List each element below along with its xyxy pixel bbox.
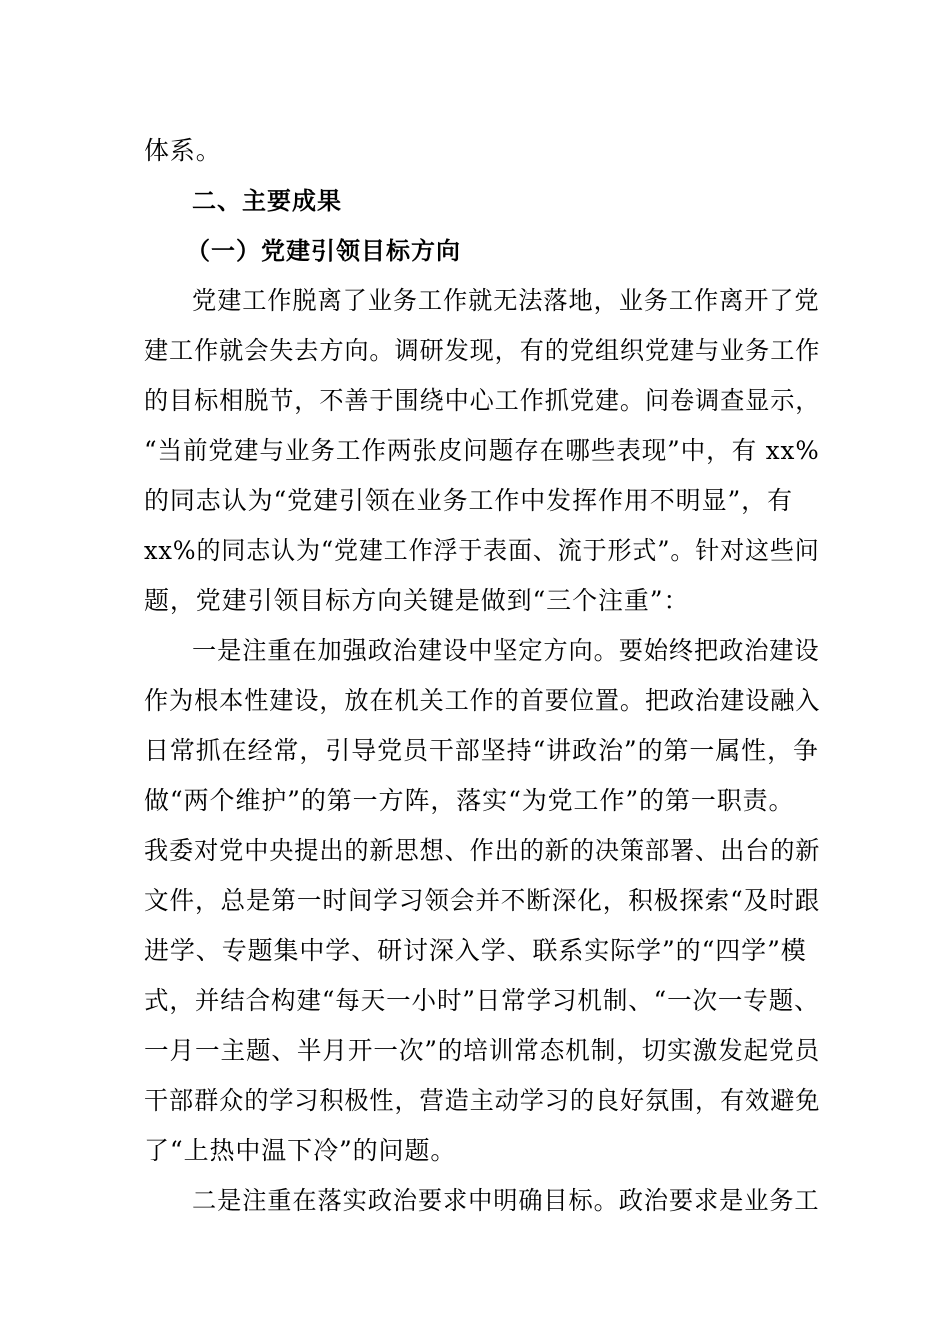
paragraph-line: 一是注重在加强政治建设中坚定方向。要始终把政治建设 [192, 636, 820, 665]
paragraph-line: 党建工作脱离了业务工作就无法落地，业务工作离开了党 [192, 286, 820, 315]
paragraph-line: 了“上热中温下冷”的问题。 [144, 1136, 457, 1165]
paragraph-line: 的目标相脱节，不善于围绕中心工作抓党建。问卷调查显示， [144, 386, 821, 415]
paragraph-line: 日常抓在经常，引导党员干部坚持“讲政治”的第一属性，争 [144, 736, 819, 765]
paragraph-line: 一月一主题、半月开一次”的培训常态机制，切实激发起党员 [144, 1036, 821, 1065]
paragraph-line: “当前党建与业务工作两张皮问题存在哪些表现”中，有 xx% [144, 436, 820, 465]
paragraph-line: xx%的同志认为“党建工作浮于表面、流于形式”。针对这些问 [144, 536, 820, 565]
paragraph-line: 二是注重在落实政治要求中明确目标。政治要求是业务工 [192, 1186, 820, 1215]
paragraph-line: 进学、专题集中学、研讨深入学、联系实际学”的“四学”模 [144, 936, 807, 965]
subsection-heading: （一）党建引领目标方向 [186, 237, 461, 265]
paragraph-line: 文件，总是第一时间学习领会并不断深化，积极探索“及时跟 [144, 886, 821, 915]
paragraph-line: 题，党建引领目标方向关键是做到“三个注重”： [144, 586, 690, 615]
paragraph-line: 的同志认为“党建引领在业务工作中发挥作用不明显”，有 [144, 486, 793, 515]
paragraph-line: 干部群众的学习积极性，营造主动学习的良好氛围，有效避免 [144, 1086, 821, 1115]
text-line: 体系。 [144, 136, 222, 165]
paragraph-line: 做“两个维护”的第一方阵，落实“为党工作”的第一职责。 [144, 786, 795, 815]
section-heading: 二、主要成果 [192, 187, 342, 215]
paragraph-line: 式，并结合构建“每天一小时”日常学习机制、“一次一专题、 [144, 986, 820, 1015]
paragraph-line: 建工作就会失去方向。调研发现，有的党组织党建与业务工作 [144, 336, 821, 365]
paragraph-line: 我委对党中央提出的新思想、作出的新的决策部署、出台的新 [144, 836, 821, 865]
paragraph-line: 作为根本性建设，放在机关工作的首要位置。把政治建设融入 [144, 686, 821, 715]
